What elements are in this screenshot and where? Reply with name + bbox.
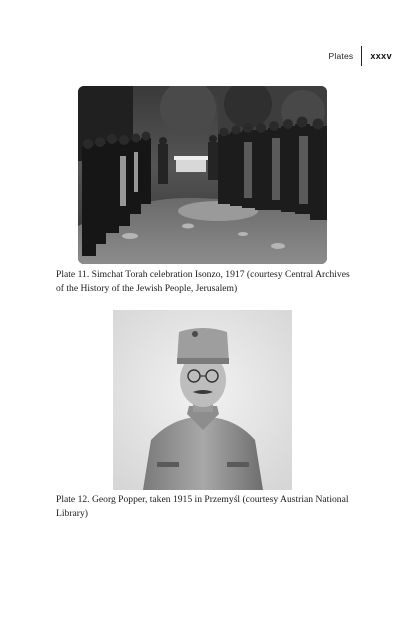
header-divider	[361, 46, 362, 66]
running-head	[329, 46, 392, 66]
page-number: xxxv	[370, 51, 392, 61]
plate-12-photo	[113, 310, 292, 490]
plate-12-caption: Plate 12. Georg Popper, taken 1915 in Przemyśl (courtesy Austrian National Library)	[56, 494, 349, 519]
plate-11-photo	[78, 86, 327, 264]
section-title: Plates	[328, 51, 354, 61]
plate-11-caption: Plate 11. Simchat Torah celebration Isonzo, 1917 (courtesy Central Archives of the History of the Jewish People, Jerusalem)	[56, 269, 350, 294]
